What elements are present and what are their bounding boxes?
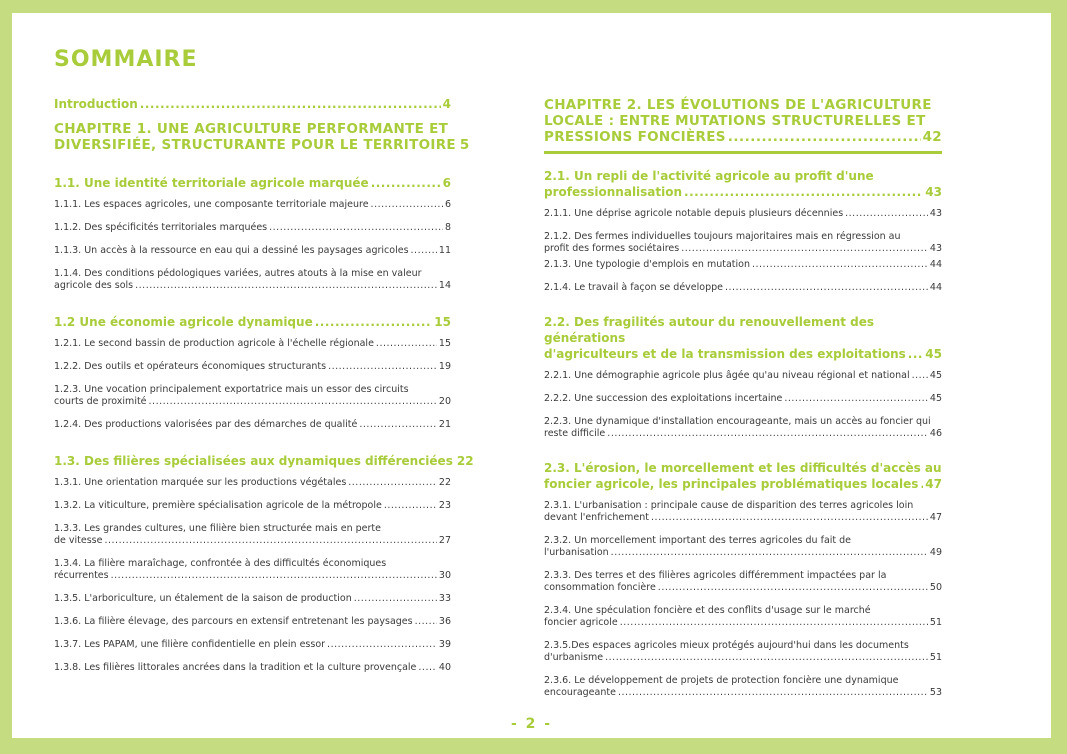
toc-section-2-2[interactable]: [544, 314, 942, 362]
toc-entry-2-2-2[interactable]: [544, 393, 942, 405]
section-page: 47: [925, 477, 942, 491]
toc-entry-2-3-4[interactable]: [544, 605, 942, 629]
entry-page: 30: [438, 570, 451, 581]
chapter-2-line-1: CHAPITRE 2. LES ÉVOLUTIONS DE L'AGRICULTURE: [544, 97, 932, 113]
entry-label: de vitesse: [54, 535, 103, 546]
toc-entry-2-3-5[interactable]: [544, 640, 942, 664]
toc-entry-1-1-2[interactable]: [54, 222, 451, 234]
entry-page: 8: [444, 222, 451, 233]
section-label: d'agriculteurs et de la transmission des exploitations: [544, 347, 906, 361]
toc-entry-2-3-6[interactable]: [544, 675, 942, 699]
entry-page: 51: [929, 652, 942, 663]
entry-label: 1.3.6. La filière élevage, des parcours en extensif entretenant les paysages: [54, 616, 413, 627]
entry-label: 1.2.4. Des productions valorisées par des démarches de qualité: [54, 419, 358, 430]
toc-section-2-3[interactable]: [544, 460, 942, 492]
toc-entry-2-1-2[interactable]: [544, 231, 942, 255]
toc-section-2-1[interactable]: [544, 168, 942, 200]
entry-page: 45: [929, 370, 942, 381]
chapter-2-line-3: PRESSIONS FONCIÈRES: [544, 129, 726, 145]
dot-leader: [371, 199, 443, 211]
section-page: 43: [925, 185, 942, 199]
toc-entry-2-1-4[interactable]: [544, 282, 942, 294]
entry-page: 46: [929, 428, 942, 439]
toc-entry-1-2-2[interactable]: [54, 361, 451, 373]
section-label: 1.2 Une économie agricole dynamique: [54, 315, 313, 329]
dot-leader: [618, 687, 928, 699]
entry-page: 22: [438, 477, 451, 488]
entry-label: devant l'enfrichement: [544, 512, 650, 523]
dot-leader: [752, 259, 928, 271]
entry-page: 23: [438, 500, 451, 511]
toc-entry-1-1-4[interactable]: [54, 268, 451, 292]
dot-leader: [327, 639, 437, 651]
entry-label: encourageante: [544, 687, 616, 698]
toc-entry-1-2-3[interactable]: [54, 384, 451, 408]
toc-entry-2-1-1[interactable]: [544, 208, 942, 220]
dot-leader: [384, 500, 437, 512]
entry-page: 11: [438, 245, 451, 256]
section-label-line-1: 2.3. L'érosion, le morcellement et les difficultés d'accès au: [544, 461, 942, 475]
section-page: 45: [925, 347, 942, 361]
entry-label: 2.1.1. Une déprise agricole notable depuis plusieurs décennies: [544, 208, 844, 219]
entry-label: foncier agricole: [544, 617, 618, 628]
toc-entry-2-2-1[interactable]: [544, 370, 942, 382]
toc-entry-1-3-8[interactable]: [54, 662, 451, 674]
entry-label-line-1: 1.3.4. La filière maraîchage, confrontée à des difficultés économiques: [54, 558, 387, 569]
dot-leader: [315, 314, 433, 330]
entry-label: 2.2.2. Une succession des exploitations incertaine: [544, 393, 783, 404]
dot-leader: [607, 428, 928, 440]
entry-page: 44: [929, 282, 942, 293]
section-page: 6: [442, 176, 451, 190]
toc-chapter-1[interactable]: [54, 121, 470, 153]
entry-label: récurrentes: [54, 570, 109, 581]
entry-label: courts de proximité: [54, 396, 147, 407]
entry-page: 51: [929, 617, 942, 628]
dot-leader: [354, 593, 437, 605]
entry-label-line-1: 2.3.2. Un morcellement important des terres agricoles du fait de: [544, 535, 852, 546]
dot-leader: [620, 617, 928, 629]
dot-leader: [415, 616, 437, 628]
dot-leader: [920, 476, 923, 492]
toc-entry-2-1-3[interactable]: [544, 259, 942, 271]
toc-introduction[interactable]: [54, 97, 451, 112]
dot-leader: [135, 280, 437, 292]
dot-leader: [728, 129, 921, 145]
entry-label: 1.1.2. Des spécificités territoriales marquées: [54, 222, 268, 233]
section-label: foncier agricole, les principales problématiques locales: [544, 477, 919, 491]
toc-left-column: [54, 97, 474, 674]
entry-label-line-1: 2.2.3. Une dynamique d'installation encourageante, mais un accès au foncier qui: [544, 416, 931, 427]
toc-chapter-2[interactable]: [544, 97, 942, 145]
entry-label-line-1: 2.3.3. Des terres et des filières agricoles différemment impactées par la: [544, 570, 887, 581]
toc-entry-1-2-1[interactable]: [54, 338, 451, 350]
section-label: 1.3. Des filières spécialisées aux dynamiques différenciées: [54, 454, 453, 468]
dot-leader: [348, 477, 437, 489]
entry-label-line-1: 2.3.4. Une spéculation foncière et des conflits d'usage sur le marché: [544, 605, 871, 616]
entry-page: 39: [438, 639, 451, 650]
chapter-1-line-1: CHAPITRE 1. UNE AGRICULTURE PERFORMANTE ET: [54, 121, 449, 137]
section-page: 15: [434, 315, 451, 329]
chapter-separator: [544, 151, 942, 154]
toc-entry-1-2-4[interactable]: [54, 419, 451, 431]
dot-leader: [784, 393, 928, 405]
dot-leader: [111, 570, 437, 582]
entry-page: 21: [438, 419, 451, 430]
dot-leader: [371, 175, 441, 191]
entry-label: 2.1.3. Une typologie d'emplois en mutation: [544, 259, 750, 270]
entry-label: profit des formes sociétaires: [544, 243, 680, 254]
entry-page: 43: [929, 208, 942, 219]
dot-leader: [411, 245, 437, 257]
toc-entry-1-3-7[interactable]: [54, 639, 451, 651]
toc-entry-2-3-2[interactable]: [544, 535, 942, 559]
entry-label: 1.3.8. Les filières littorales ancrées dans la tradition et la culture provençale: [54, 662, 417, 673]
entry-label-line-1: 2.3.6. Le développement de projets de protection foncière une dynamique: [544, 675, 899, 686]
toc-entry-1-1-3[interactable]: [54, 245, 451, 257]
entry-label: 1.3.5. L'arboriculture, un étalement de la saison de production: [54, 593, 352, 604]
dot-leader: [104, 535, 436, 547]
page-title: SOMMAIRE: [54, 47, 198, 72]
dot-leader: [269, 222, 443, 234]
toc-entry-1-3-6[interactable]: [54, 616, 451, 628]
toc-entry-2-3-3[interactable]: [544, 570, 942, 594]
page-number: - 2 -: [510, 716, 553, 732]
entry-page: 6: [444, 199, 451, 210]
dot-leader: [328, 361, 437, 373]
section-label-line-1: 2.2. Des fragilités autour du renouvellement des générations: [544, 315, 875, 345]
dot-leader: [359, 419, 437, 431]
dot-leader: [908, 346, 924, 362]
dot-leader: [605, 652, 928, 664]
toc-section-1-1[interactable]: [54, 175, 451, 191]
dot-leader: [681, 243, 928, 255]
entry-page: 27: [438, 535, 451, 546]
dot-leader: [376, 338, 437, 350]
entry-label: reste difficile: [544, 428, 606, 439]
entry-label-line-1: 2.3.1. L'urbanisation : principale cause de disparition des terres agricoles loin: [544, 500, 914, 511]
entry-label: 1.1.3. Un accès à la ressource en eau qui a dessiné les paysages agricoles: [54, 245, 409, 256]
section-label: 1.1. Une identité territoriale agricole marquée: [54, 176, 369, 190]
entry-page: 20: [438, 396, 451, 407]
dot-leader: [611, 547, 928, 559]
toc-section-1-2[interactable]: [54, 314, 451, 330]
section-page: 22: [456, 454, 474, 468]
dot-leader: [658, 582, 928, 594]
chapter-1-line-2: DIVERSIFIÉE, STRUCTURANTE POUR LE TERRITOIRE: [54, 137, 456, 153]
entry-page: 45: [929, 393, 942, 404]
dot-leader: [912, 370, 928, 382]
dot-leader: [149, 396, 437, 408]
chapter-1-page: 5: [459, 137, 470, 153]
toc-introduction-page: 4: [442, 97, 451, 111]
dot-leader: [418, 662, 437, 674]
toc-section-1-3[interactable]: [54, 453, 474, 469]
entry-label: 1.2.1. Le second bassin de production agricole à l'échelle régionale: [54, 338, 374, 349]
dot-leader: [140, 97, 441, 112]
entry-label: 1.3.7. Les PAPAM, une filière confidentielle en plein essor: [54, 639, 326, 650]
entry-page: 47: [929, 512, 942, 523]
dot-leader: [845, 208, 928, 220]
entry-label-line-1: 1.2.3. Une vocation principalement exportatrice mais un essor des circuits: [54, 384, 409, 395]
dot-leader: [725, 282, 928, 294]
toc-entry-1-3-1[interactable]: [54, 477, 451, 489]
entry-label-line-1: 1.1.4. Des conditions pédologiques variées, autres atouts à la mise en valeur: [54, 268, 422, 279]
chapter-2-line-2: LOCALE : ENTRE MUTATIONS STRUCTURELLES ET: [544, 113, 926, 129]
entry-page: 44: [929, 259, 942, 270]
entry-page: 50: [929, 582, 942, 593]
entry-label-line-1: 2.1.2. Des fermes individuelles toujours majoritaires mais en régression au: [544, 231, 901, 242]
entry-page: 43: [929, 243, 942, 254]
entry-page: 36: [438, 616, 451, 627]
entry-label: 2.1.4. Le travail à façon se développe: [544, 282, 723, 293]
section-label: professionnalisation: [544, 185, 683, 199]
entry-label: consommation foncière: [544, 582, 656, 593]
entry-label: agricole des sols: [54, 280, 134, 291]
entry-page: 49: [929, 547, 942, 558]
entry-page: 15: [438, 338, 451, 349]
dot-leader: [684, 184, 923, 200]
toc-entry-2-3-1[interactable]: [544, 500, 942, 524]
entry-label: 2.2.1. Une démographie agricole plus âgée qu'au niveau régional et national: [544, 370, 910, 381]
toc-entry-1-3-5[interactable]: [54, 593, 451, 605]
entry-page: 53: [929, 687, 942, 698]
entry-label: 1.2.2. Des outils et opérateurs économiques structurants: [54, 361, 327, 372]
entry-label-line-1: 2.3.5.Des espaces agricoles mieux protégés aujourd'hui dans les documents: [544, 640, 909, 651]
entry-label: 1.3.1. Une orientation marquée sur les productions végétales: [54, 477, 347, 488]
entry-page: 14: [438, 280, 451, 291]
entry-page: 33: [438, 593, 451, 604]
entry-label: 1.3.2. La viticulture, première spécialisation agricole de la métropole: [54, 500, 382, 511]
toc-entry-1-3-2[interactable]: [54, 500, 451, 512]
entry-label: l'urbanisation: [544, 547, 609, 558]
entry-page: 19: [438, 361, 451, 372]
dot-leader: [651, 512, 928, 524]
section-label-line-1: 2.1. Un repli de l'activité agricole au profit d'une: [544, 169, 874, 183]
chapter-2-page: 42: [922, 129, 942, 145]
entry-label: d'urbanisme: [544, 652, 604, 663]
entry-page: 40: [438, 662, 451, 673]
entry-label-line-1: 1.3.3. Les grandes cultures, une filière bien structurée mais en perte: [54, 523, 381, 534]
toc-right-column: [544, 97, 942, 699]
entry-label: 1.1.1. Les espaces agricoles, une composante territoriale majeure: [54, 199, 369, 210]
document-page: [12, 13, 1051, 738]
toc-entry-1-3-4[interactable]: [54, 558, 451, 582]
toc-entry-2-2-3[interactable]: [544, 416, 942, 440]
toc-entry-1-1-1[interactable]: [54, 199, 451, 211]
toc-entry-1-3-3[interactable]: [54, 523, 451, 547]
toc-introduction-label: Introduction: [54, 97, 138, 111]
